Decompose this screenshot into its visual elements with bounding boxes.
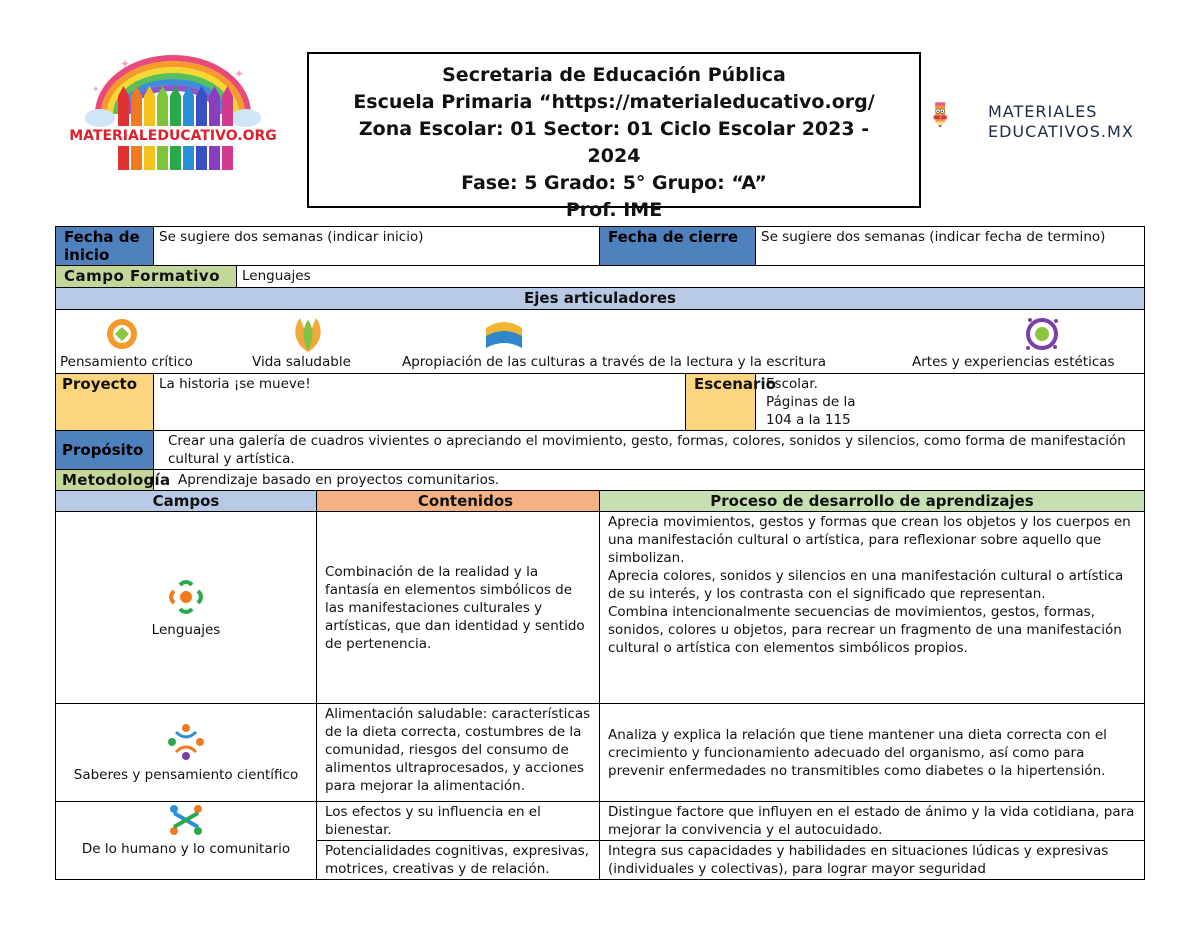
dates-row xyxy=(56,227,1145,266)
header-line-3: Zona Escolar: 01 Sector: 01 Ciclo Escolar 2023 - xyxy=(358,118,870,140)
proceso-item: Aprecia movimientos, gestos y formas que crean los objetos y los cuerpos en una manifestación cultural o artística, para reflexionar sobre aquello que simbolizan. xyxy=(608,514,1131,566)
proyecto-row xyxy=(56,374,1145,431)
columns-header-row xyxy=(56,491,1145,512)
proceso-cell[interactable] xyxy=(600,802,1145,841)
right-logo-text xyxy=(988,102,1134,142)
campo-formativo-row xyxy=(56,266,1145,288)
campo-label: De lo humano y lo comunitario xyxy=(81,841,291,857)
right-logo-line-1: MATERIALES xyxy=(988,102,1098,121)
metodologia-row xyxy=(56,470,1145,491)
start-date-label: Fecha de inicio xyxy=(56,227,154,266)
contenido-cell[interactable]: Alimentación saludable: características de la dieta correcta, costumbres de la comunidad, riesgos del consumo de alimentos ultraprocesados, y acciones para mejorar la alimentación. xyxy=(317,704,600,802)
contenido-cell[interactable]: Combinación de la realidad y la fantasía en elementos simbólicos de las manifestaciones culturales y artísticas, que dan identidad y sentido de pertenencia. xyxy=(317,512,600,704)
proceso-cell[interactable] xyxy=(600,512,1145,704)
header-line-5: Fase: 5 Grado: 5° Grupo: “A” xyxy=(461,172,767,194)
campo-formativo-value[interactable]: Lenguajes xyxy=(237,266,1145,288)
campo-formativo-label: Campo Formativo xyxy=(56,266,237,288)
campo-label: Saberes y pensamiento científico xyxy=(73,766,299,783)
planning-table xyxy=(55,226,1145,880)
proceso-item: Distingue factore que influyen en el estado de ánimo y la vida cotidiana, para mejorar la convivencia y el autocuidado. xyxy=(608,804,1135,838)
proceso-item: Analiza y explica la relación que tiene mantener una dieta correcta con el crecimiento y funcionamiento adecuado del organismo, así como para prevenir enfermedades no transmitibles como diabetes o la hipertensión. xyxy=(608,726,1107,779)
eje-artes: Artes y experiencias estéticas xyxy=(912,354,1115,370)
campo-lenguajes xyxy=(56,512,317,704)
saberes-icon xyxy=(166,722,206,762)
eje-vida-saludable: Vida saludable xyxy=(252,354,351,370)
right-logo-line-2: EDUCATIVOS.MX xyxy=(988,122,1134,141)
table-row xyxy=(56,802,1145,841)
metodologia-value[interactable]: Aprendizaje basado en proyectos comunitarios. xyxy=(154,470,1145,491)
svg-text:✦: ✦ xyxy=(234,67,245,81)
eje-pensamiento-critico: Pensamiento crítico xyxy=(60,354,193,370)
header-line-6: Prof. IME xyxy=(565,199,663,221)
proceso-cell[interactable] xyxy=(600,841,1145,880)
header-line-2: Escuela Primaria “https://materialeducativo.org/ xyxy=(353,91,875,113)
campo-humano xyxy=(56,802,317,880)
escenario-line-1: Escolar. xyxy=(766,376,818,392)
metodologia-label: Metodología xyxy=(56,470,154,491)
humano-comunitario-icon xyxy=(166,804,206,836)
proposito-label: Propósito xyxy=(56,431,154,470)
table-row xyxy=(56,512,1145,704)
svg-text:✦: ✦ xyxy=(120,57,131,71)
proceso-item: Combina intencionalmente secuencias de movimientos, gestos, formas, sonidos, colores u objetos, para recrear un fragmento de una manifestación cultural o artística con elementos simbólicos propios. xyxy=(608,604,1122,656)
header-line-4: 2024 xyxy=(587,145,641,167)
materiales-educativos-logo xyxy=(932,66,992,166)
proceso-cell[interactable] xyxy=(600,704,1145,802)
campo-label: Lenguajes xyxy=(151,621,221,638)
svg-text:✦: ✦ xyxy=(92,85,100,95)
materialeducativo-logo xyxy=(69,52,277,178)
escenario-value[interactable] xyxy=(756,374,1145,431)
lenguajes-icon xyxy=(166,577,206,617)
ejes-header: Ejes articuladores xyxy=(56,288,1145,310)
end-date-value[interactable]: Se sugiere dos semanas (indicar fecha de termino) xyxy=(756,227,1145,266)
campo-saberes xyxy=(56,704,317,802)
proposito-value[interactable]: Crear una galería de cuadros vivientes o apreciando el movimiento, gesto, formas, colores, sonidos y silencios, como forma de manifestación cultural y artística. xyxy=(154,431,1145,470)
proyecto-label: Proyecto xyxy=(56,374,154,431)
header-line-1: Secretaria de Educación Pública xyxy=(442,64,786,86)
ejes-row xyxy=(56,310,1145,374)
paint-splash-icon xyxy=(1022,314,1062,354)
proposito-row xyxy=(56,431,1145,470)
escenario-label: Escenario xyxy=(686,374,756,431)
table-row xyxy=(56,704,1145,802)
end-date-label: Fecha de cierre xyxy=(600,227,756,266)
escenario-line-3: 104 a la 115 xyxy=(766,412,851,428)
proyecto-value[interactable]: La historia ¡se mueve! xyxy=(154,374,686,431)
proceso-item: Integra sus capacidades y habilidades en situaciones lúdicas y expresivas (individuales y colectivas), para lograr mayor seguridad xyxy=(608,843,1109,877)
open-book-icon xyxy=(482,318,526,350)
col-proceso-header: Proceso de desarrollo de aprendizajes xyxy=(600,491,1145,512)
col-campos-header: Campos xyxy=(56,491,317,512)
escenario-line-2: Páginas de la xyxy=(766,394,856,410)
target-icon xyxy=(100,316,144,352)
leaf-icon xyxy=(290,314,326,354)
eje-apropiacion-culturas: Apropiación de las culturas a través de la lectura y la escritura xyxy=(402,354,826,370)
contenido-cell[interactable]: Potencialidades cognitivas, expresivas, motrices, creativas y de relación. xyxy=(317,841,600,880)
start-date-value[interactable]: Se sugiere dos semanas (indicar inicio) xyxy=(154,227,600,266)
school-header-box xyxy=(307,52,921,221)
proceso-item: Aprecia colores, sonidos y silencios en una manifestación cultural o artística de su interés, y los contrasta con el significado que representan. xyxy=(608,568,1124,602)
col-contenidos-header: Contenidos xyxy=(317,491,600,512)
contenido-cell[interactable]: Los efectos y su influencia en el bienestar. xyxy=(317,802,600,841)
left-logo-text: MATERIALEDUCATIVO.ORG xyxy=(69,128,277,144)
